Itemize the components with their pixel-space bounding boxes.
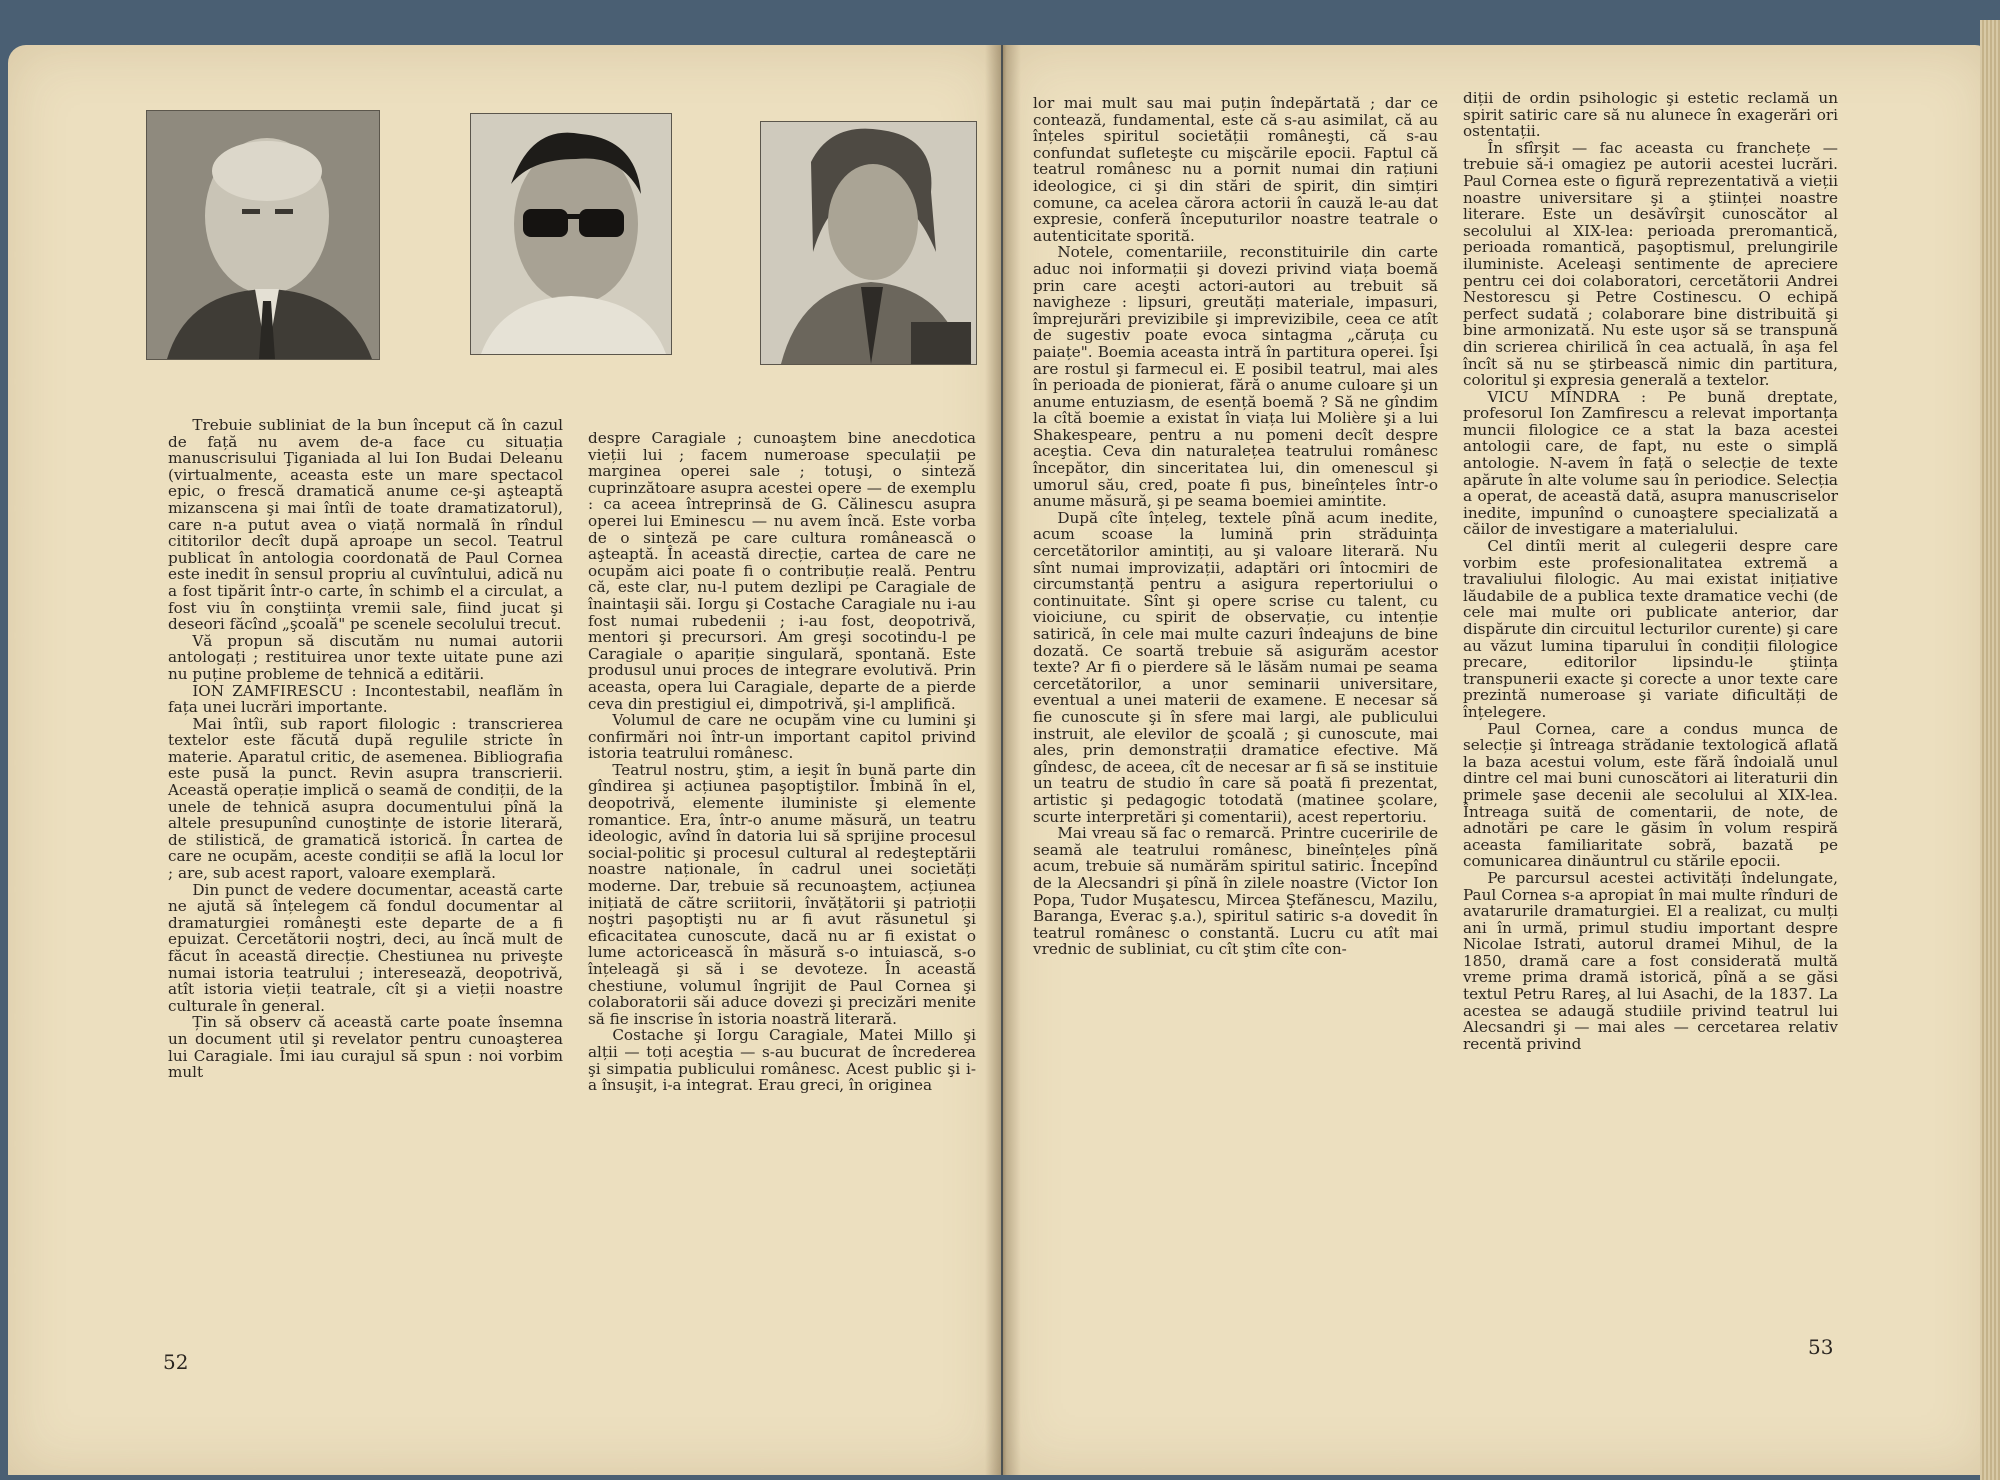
paragraph: Teatrul nostru, ştim, a ieşit în bună parte din gîndirea şi acțiunea paşoptiştilor. Îmbină în el, deopotrivă, elemente iluministe şi elemente romantice. Era, într-o anume măsură, un teatru ideologic, avînd în datoria lui să sprijine procesul social-politic şi procesul cultural al redeşteptării noastre naționale, în cadrul unei societăți moderne. Dar, trebuie să recunoaştem, acțiunea inițiată de către scriitorii, învățătorii şi patrioții noştri paşoptişti nu ar fi avut răsunetul şi eficacitatea cunoscute, dacă nu ar fi existat o lume actoricească în măsură s-o intuiască, s-o înțeleagă şi să i se devoteze. În această chestiune, volumul îngrijit de Paul Cornea şi colaboratorii săi aduce dovezi şi precizări menite să fie inscrise în istoria noastră literară. (588, 760, 976, 1028)
paragraph: Paul Cornea, care a condus munca de selecție şi întreaga strădanie textologică aflată la baza acestui volum, este fără îndoială unul dintre cel mai buni cunoscători ai literaturii din primele şase decenii ale secolului al XIX-lea. Întreaga suită de comentarii, de note, de adnotări pe care le găsim în volum respiră aceasta familiaritate sobră, bazată pe comunicarea dinăuntrul cu stările epocii. (1463, 719, 1838, 871)
paragraph: După cîte înțeleg, textele pînă acum inedite, acum scoase la lumină prin străduința cercetătorilor amintiți, au şi valoare literară. Nu sînt numai improvizații, adaptări ori întocmiri de circumstanță pentru a asigura repertoriului o continuitate. Sînt şi opere scrise cu talent, cu vioiciune, cu spirit de observație, cu intenție satirică, în cele mai multe cazuri îndeajuns de bine dozată. Ce soartă trebuie să asigurăm acestor texte? Ar fi o pierdere să le lăsăm numai pe seama cercetătorilor, a unor seminarii universitare, eventual a unei materii de examene. E necesar să fie cunoscute şi în sfere mai largi, ale publicului instruit, ale elevilor de şcoală ; şi cunoscute, mai ales, prin demonstrații dramatice efective. Mă gîndesc, de aceea, cît de necesar ar fi să se instituie un teatru de studio în care să poată fi prezentat, artistic şi pedagogic totodată (matinee şcolare, scurte interpretări şi comentarii), acest repertoriu. (1033, 508, 1438, 826)
left-page (8, 45, 1001, 1475)
paragraph: Costache şi Iorgu Caragiale, Matei Millo şi alții — toți aceştia — s-au bucurat de încrederea şi simpatia publicului românesc. Acest public şi i-a însuşit, i-a integrat. Erau greci, în originea (588, 1026, 976, 1095)
paragraph: lor mai mult sau mai puțin îndepărtată ; dar ce contează, fundamental, este că s-au asimilat, că au înțeles spiritul societății româneşti, că s-au confundat sufleteşte cu mişcările epocii. Faptul că teatrul românesc nu a pornit numai din rațiuni ideologice, ci şi din stări de spirit, din simțiri comune, ca acelea cărora actorii în cauză le-au dat expresie, conferă începuturilor noastre teatrale o autenticitate sporită. (1033, 94, 1438, 245)
paragraph: Trebuie subliniat de la bun început că în cazul de față nu avem de-a face cu situația manuscrisului Ţiganiada al lui Ion Budai Deleanu (virtualmente, aceasta este un mare spectacol epic, o frescă dramatică anume ce-şi aşteaptă mizanscena şi mai întîi de toate dramatizatorul), care n-a putut avea o viață normală în rîndul cititorilor decît după aproape un secol. Teatrul publicat în antologia coordonată de Paul Cornea este inedit în sensul propriu al cuvîntului, adică nu a fost tipărit într-o carte, în schimb el a circulat, a fost viu în conştiința vremii sale, fiind jucat şi deseori făcînd „şcoală" pe scenele secolului trecut. (168, 416, 563, 634)
page-number-right: 53 (1808, 1335, 1834, 1359)
text-column-1 (168, 417, 563, 1081)
photo-2 (470, 113, 672, 355)
text-column-3 (1033, 95, 1438, 958)
paragraph: Cel dintîi merit al culegerii despre care vorbim este profesionalitatea extremă a travaliului filologic. Au mai existat inițiative lăudabile de a publica texte dramatice vechi (de cele mai multe ori publicate anterior, dar dispărute din circuitul lecturilor curente) şi care au văzut lumina tiparului în condiții filologice precare, editorilor lipsindu-le ştiința transpunerii exacte şi corecte a unor texte care prezintă numeroase şi variate dificultăți de înțelegere. (1463, 537, 1838, 721)
paragraph: despre Caragiale ; cunoaştem bine anecdotica vieții lui ; facem numeroase speculații pe marginea operei sale ; totuşi, o sinteză cuprinzătoare asupra acestei opere — de exemplu : ca aceea întreprinsă de G. Călinescu asupra operei lui Eminescu — nu avem încă. Este vorba de o sinteză pe care cultura românească o aşteaptă. În această direcție, cartea de care ne ocupăm aici poate fi o contribuție reală. Pentru că, este clar, nu-l putem dezlipi pe Caragiale de înaintaşii săi. Iorgu şi Costache Caragiale nu i-au fost numai rubedenii ; i-au fost, deopotrivă, mentori şi precursori. Am greşi socotindu-l pe Caragiale o apariție singulară, spontană. Este produsul unui proces de integrare evolutivă. Prin aceasta, opera lui Caragiale, departe de a pierde ceva din prestigiul ei, dimpotrivă, şi-l amplifică. (588, 429, 976, 713)
photo-1 (146, 110, 380, 360)
paragraph: Mai întîi, sub raport filologic : transcrierea textelor este făcută după regulile stricte în materie. Aparatul critic, de asemenea. Bibliografia este pusă la punct. Revin asupra transcrierii. Această operație implică o seamă de condiții, de la unele de tehnică asupra documentului pînă la altele presupunînd cunoştințe de istorie literară, de stilistică, de gramatică istorică. În cartea de care ne ocupăm, aceste condiții se află la locul lor ; are, sub acest raport, valoare exemplară. (168, 714, 563, 883)
text-column-4 (1463, 90, 1838, 1052)
right-page (1003, 45, 1993, 1475)
paragraph: Țin să observ că această carte poate însemna un document util şi revelator pentru cunoaşterea lui Caragiale. Îmi iau curajul să spun : noi vorbim mult (168, 1013, 563, 1082)
portrait-photo-icon (147, 111, 379, 359)
paragraph: VICU MÎNDRA : Pe bună dreptate, profesorul Ion Zamfirescu a relevat importanța muncii filologice ce a stat la baza acestei antologii care, de fapt, nu este o simplă antologie. N-avem în față o selecție de texte apărute în alte volume sau în periodice. Selecția a operat, de această dată, asupra manuscriselor inedite, impunînd o cunoaştere specializată a căilor de investigare a materialului. (1463, 387, 1838, 539)
photo-3 (760, 121, 977, 365)
portrait-photo-icon (471, 114, 671, 354)
page-number-left: 52 (163, 1350, 189, 1374)
paragraph: Vă propun să discutăm nu numai autorii antologați ; restituirea unor texte uitate pune azi nu puține probleme de tehnică a editării. (168, 631, 563, 683)
page-edges (1980, 20, 2000, 1480)
portrait-photo-icon (761, 122, 976, 364)
paragraph: diții de ordin psihologic şi estetic reclamă un spirit satiric care să nu alunece în exagerări ori ostentații. (1463, 89, 1838, 141)
paragraph: Pe parcursul acestei activități îndelungate, Paul Cornea s-a apropiat în mai multe rînduri de avatarurile dramaturgiei. El a realizat, cu mulți ani în urmă, primul studiu important despre Nicolae Istrati, autorul dramei Mihul, de la 1850, dramă care a fost considerată multă vreme prima dramă istorică, pînă a se găsi textul Petru Rareş, al lui Asachi, de la 1837. La acestea se adaugă studiile privind teatrul lui Alecsandri şi — mai ales — cercetarea relativ recentă privind (1463, 868, 1838, 1053)
paragraph: Mai vreau să fac o remarcă. Printre cuceririle de seamă ale teatrului românesc, bineînțeles pînă acum, trebuie să numărăm spiritul satiric. Începînd de la Alecsandri şi pînă în zilele noastre (Victor Ion Popa, Tudor Muşatescu, Mircea Ştefănescu, Mazilu, Baranga, Everac ş.a.), spiritul satiric s-a dovedit în teatrul românesc o constantă. Lucru cu atît mai vrednic de subliniat, cu cît ştim cîte con- (1033, 824, 1438, 959)
paragraph: Volumul de care ne ocupăm vine cu lumini şi confirmări noi într-un important capitol privind istoria teatrului românesc. (588, 711, 976, 763)
paragraph: Din punct de vedere documentar, această carte ne ajută să înțelegem că fondul documentar al dramaturgiei româneşti este departe de a fi epuizat. Cercetătorii noştri, deci, au încă mult de făcut în această direcție. Chestiunea nu priveşte numai istoria teatrului ; interesează, deopotrivă, atît istoria vieții teatrale, cît şi a vieții noastre culturale în general. (168, 880, 563, 1015)
paragraph: ION ZAMFIRESCU : Incontestabil, neaflăm în fața unei lucrări importante. (168, 681, 563, 717)
paragraph: În sfîrşit — fac aceasta cu franchețe — trebuie să-i omagiez pe autorii acestei lucrări. Paul Cornea este o figură reprezentativă a vieții noastre universitare şi a ştiinței noastre literare. Este un desăvîrşit cunoscător al secolului al XIX-lea: perioada preromantică, perioada romantică, paşoptismul, prelungirile iluministe. Aceleaşi sentimente de apreciere pentru cei doi colaboratori, cercetătorii Andrei Nestorescu şi Petre Costinescu. O echipă perfect sudată ; colaborare bine distribuită şi bine armonizată. Nu este uşor să se transpună din scrierea chirilică în cea actuală, în aşa fel încît să nu se ştirbească nimic din partitura, coloritul şi expresia generală a textelor. (1463, 138, 1838, 390)
paragraph: Notele, comentariile, reconstituirile din carte aduc noi informații şi dovezi privind viața boemă prin care aceşti actori-autori au trebuit să navigheze : lipsuri, greutăți materiale, impasuri, împrejurări previzibile şi imprevizibile, ceea ce atît de sugestiv poate evoca sintagma „căruța cu paiațe". Boemia aceasta intră în partitura operei. Îşi are rostul şi farmecul ei. E posibil teatrul, mai ales în perioada de pionierat, fără o anume culoare şi un anume entuziasm, de esență boemă ? Să ne gîndim la cîtă boemie a existat în viața lui Molière şi a lui Shakespeare, pentru a nu pomeni decît despre aceştia. Ceva din naturalețea teatrului românesc începător, din sinceritatea lui, din omenescul şi umorul său, cred, poate fi pus, bineînțeles într-o anume măsură, şi pe seama boemiei amintite. (1033, 243, 1438, 511)
text-column-2 (588, 430, 976, 1094)
